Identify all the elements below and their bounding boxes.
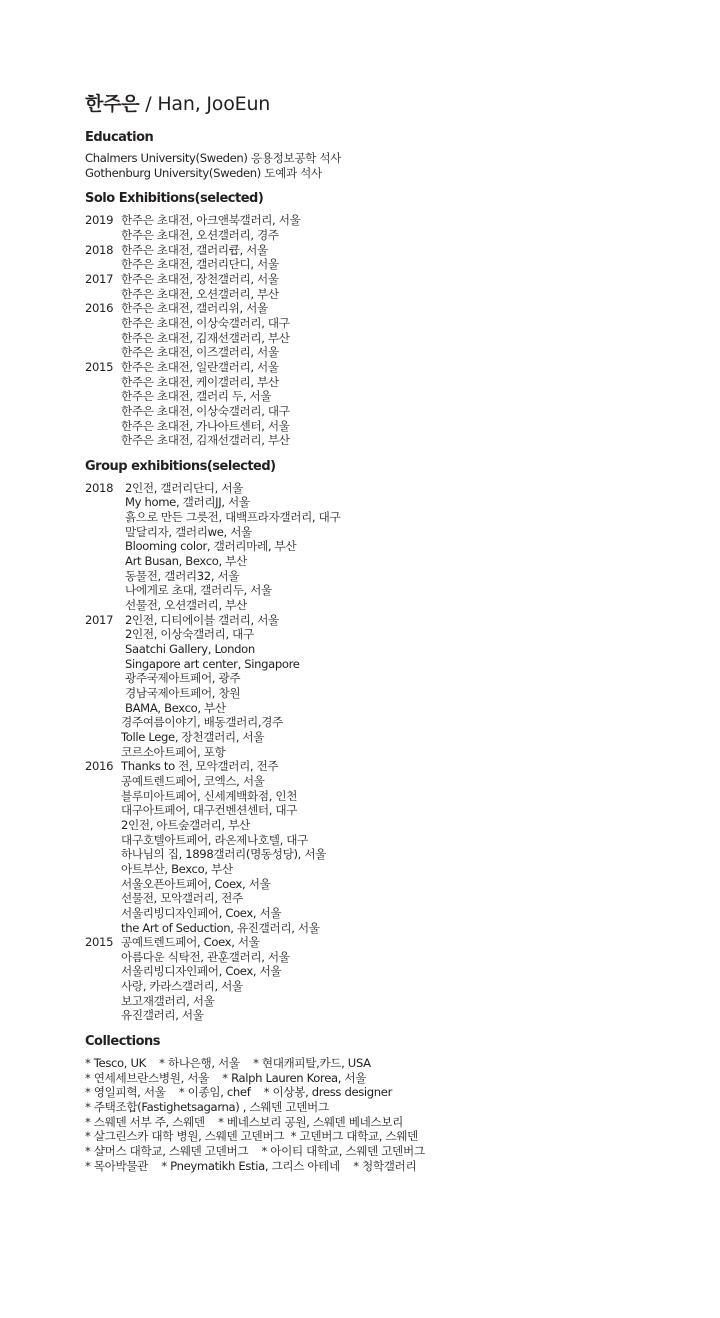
exhibition-entry: 경남국제아트페어, 창원 xyxy=(125,686,241,700)
exhibition-entry: BAMA, Bexco, 부산 xyxy=(125,700,226,715)
exhibition-entry: 2인전, 갤러리단디, 서울 xyxy=(125,480,244,495)
exhibition-entry: 경주여름이야기, 배동갤러리,경주 xyxy=(121,715,283,730)
year-entries xyxy=(121,301,695,360)
exhibition-entry: Art Busan, Bexco, 부산 xyxy=(125,554,247,569)
solo-year-row xyxy=(85,360,695,448)
year-entries xyxy=(121,360,695,448)
exhibition-entry: 한주은 초대전, 가나아트센터, 서울 xyxy=(121,418,290,433)
solo-year-row xyxy=(85,301,695,360)
group-year-row xyxy=(85,759,695,935)
exhibition-entry: 선물전, 오션갤러리, 부산 xyxy=(125,598,247,613)
year-entries xyxy=(121,481,695,613)
group-heading: Group exhibitions(selected) xyxy=(85,458,276,474)
name-korean: 한주은 xyxy=(85,93,140,115)
collections-heading: Collections xyxy=(85,1034,161,1050)
collection-line: * 영일피혁, 서울 * 이종임, chef * 이상봉, dress designer xyxy=(85,1085,393,1100)
exhibition-entry: 한주은 초대전, 갤러리 두, 서울 xyxy=(121,389,272,404)
exhibition-entry: Thanks to 전, 모악갤러리, 전주 xyxy=(121,759,279,774)
year-entries xyxy=(121,935,695,1023)
year-label: 2016 xyxy=(85,301,114,316)
education-section xyxy=(85,129,695,180)
education-heading: Education xyxy=(85,130,154,145)
group-exhibitions-section xyxy=(85,458,695,1023)
exhibition-entry: 2인전, 디티에이블 갤러리, 서울 xyxy=(125,612,279,627)
exhibition-entry: 한주은 초대전, 김재선갤러리, 부산 xyxy=(121,330,290,345)
exhibition-entry: 흙으로 만든 그릇전, 대백프라자갤러리, 대구 xyxy=(125,510,341,525)
collections-list xyxy=(85,1056,695,1173)
exhibition-entry: 2인전, 이상숙갤러리, 대구 xyxy=(125,627,254,642)
exhibition-entry: My home, 갤러리JJ, 서울 xyxy=(125,495,250,510)
year-entries xyxy=(121,213,695,242)
year-entries xyxy=(121,613,695,760)
year-label: 2019 xyxy=(85,213,114,228)
exhibition-entry: 블루미아트페어, 신세계백화점, 인천 xyxy=(121,788,298,803)
exhibition-entry: 유진갤러리, 서울 xyxy=(121,1008,204,1023)
exhibition-entry: 하나님의 집, 1898갤러리(명동성당), 서울 xyxy=(121,847,327,862)
exhibition-entry: 한주은 초대전, 갤러리위, 서울 xyxy=(121,301,268,316)
exhibition-entry: 한주은 초대전, 갤러리단디, 서울 xyxy=(121,257,279,272)
collection-line: * 샬머스 대학교, 스웨덴 고덴버그 * 아이티 대학교, 스웨덴 고덴버그 xyxy=(85,1144,425,1159)
exhibition-entry: 한주은 초대전, 오션갤러리, 경주 xyxy=(121,227,279,242)
cv-page xyxy=(85,90,695,1173)
education-line: Gothenburg University(Sweden) 도예과 석사 xyxy=(85,165,322,180)
group-year-row xyxy=(85,935,695,1023)
year-entries xyxy=(121,759,695,935)
exhibition-entry: 보고재갤러리, 서울 xyxy=(121,993,215,1008)
exhibition-entry: 아름다운 식탁전, 관훈갤러리, 서울 xyxy=(121,949,290,964)
exhibition-entry: 서울오픈아트페어, Coex, 서울 xyxy=(121,876,271,891)
exhibition-entry: 서울리빙디자인페어, Coex, 서울 xyxy=(121,964,282,979)
exhibition-entry: 광주국제아트페어, 광주 xyxy=(125,671,241,686)
exhibition-entry: 코르소아트페어, 포항 xyxy=(121,744,226,759)
year-label: 2016 xyxy=(85,759,114,774)
exhibition-entry: 선물전, 모악갤러리, 전주 xyxy=(121,891,243,906)
group-year-row xyxy=(85,481,695,613)
exhibition-entry: 아트부산, Bexco, 부산 xyxy=(121,861,233,876)
exhibition-entry: 한주은 초대전, 김재선갤러리, 부산 xyxy=(121,433,290,448)
exhibition-entry: 한주은 초대전, 갤러리큡, 서울 xyxy=(121,242,268,257)
name-english: / Han, JooEun xyxy=(139,93,271,115)
collections-section xyxy=(85,1033,695,1173)
exhibition-entry: 한주은 초대전, 이즈갤러리, 서울 xyxy=(121,345,279,360)
year-label: 2018 xyxy=(85,242,114,257)
exhibition-entry: 한주은 초대전, 장천갤러리, 서울 xyxy=(121,271,279,286)
group-year-row xyxy=(85,613,695,760)
exhibition-entry: 한주은 초대전, 케이갤러리, 부산 xyxy=(121,374,279,389)
exhibition-entry: 한주은 초대전, 이상숙갤러리, 대구 xyxy=(121,403,290,418)
year-entries xyxy=(121,243,695,272)
collection-line: * Tesco, UK * 하나은행, 서울 * 현대캐피탈,카드, USA xyxy=(85,1056,371,1071)
exhibition-entry: 한주은 초대전, 이상숙갤러리, 대구 xyxy=(121,315,290,330)
year-label: 2017 xyxy=(85,612,114,627)
solo-year-row xyxy=(85,272,695,301)
exhibition-entry: Saatchi Gallery, London xyxy=(125,642,255,657)
solo-exhibitions-section xyxy=(85,190,695,448)
solo-year-row xyxy=(85,243,695,272)
year-label: 2015 xyxy=(85,935,114,950)
exhibition-entry: 한주은 초대전, 오션갤러리, 부산 xyxy=(121,286,279,301)
exhibition-entry: 한주은 초대전, 아크앤북갤러리, 서울 xyxy=(121,213,301,228)
exhibition-entry: 대구아트페어, 대구컨벤션센터, 대구 xyxy=(121,803,298,818)
exhibition-entry: 사랑, 카라스갤러리, 서울 xyxy=(121,979,243,994)
exhibition-entry: 말달리자, 갤러리we, 서울 xyxy=(125,524,252,539)
collection-line: * 살그린스카 대학 병원, 스웨덴 고덴버그 * 고덴버그 대학교, 스웨덴 xyxy=(85,1129,419,1144)
exhibition-entry: the Art of Seduction, 유진갤러리, 서울 xyxy=(121,920,320,935)
year-label: 2017 xyxy=(85,271,114,286)
year-entries xyxy=(121,272,695,301)
exhibition-entry: 한주은 초대전, 일란갤러리, 서울 xyxy=(121,359,279,374)
exhibition-entry: Tolle Lege, 장천갤러리, 서울 xyxy=(121,729,265,744)
exhibition-entry: 동물전, 갤러리32, 서울 xyxy=(125,568,240,583)
exhibition-entry: 나에게로 초대, 갤러리두, 서울 xyxy=(125,583,272,598)
collection-line: * 연세세브란스병원, 서울 * Ralph Lauren Korea, 서울 xyxy=(85,1070,367,1085)
year-label: 2018 xyxy=(85,480,114,495)
group-list xyxy=(85,481,695,1023)
exhibition-entry: 2인전, 아트숲갤러리, 부산 xyxy=(121,817,250,832)
collection-line: * 주택조합(Fastighetsagarna) , 스웨덴 고덴버그 xyxy=(85,1100,329,1115)
page-title xyxy=(85,90,695,118)
exhibition-entry: Singapore art center, Singapore xyxy=(125,656,300,671)
exhibition-entry: 대구호텔아트페어, 라온제나호텔, 대구 xyxy=(121,832,308,847)
collection-line: * 스웨덴 서부 주, 스웨덴 * 베네스보리 공원, 스웨덴 베네스보리 xyxy=(85,1114,403,1129)
exhibition-entry: 공예트렌드페어, 코엑스, 서울 xyxy=(121,773,265,788)
education-line: Chalmers University(Sweden) 응용정보공학 석사 xyxy=(85,151,342,165)
exhibition-entry: 서울리빙디자인페어, Coex, 서울 xyxy=(121,905,282,920)
exhibition-entry: 공예트렌드페어, Coex, 서울 xyxy=(121,935,260,950)
solo-year-row xyxy=(85,213,695,242)
year-label: 2015 xyxy=(85,359,114,374)
collection-line: * 목아박물관 * Pneymatikh Estia, 그리스 아테네 * 청학갤러리 xyxy=(85,1158,417,1173)
exhibition-entry: Blooming color, 갤러리마레, 부산 xyxy=(125,539,297,554)
solo-heading: Solo Exhibitions(selected) xyxy=(85,191,264,207)
solo-list xyxy=(85,213,695,448)
